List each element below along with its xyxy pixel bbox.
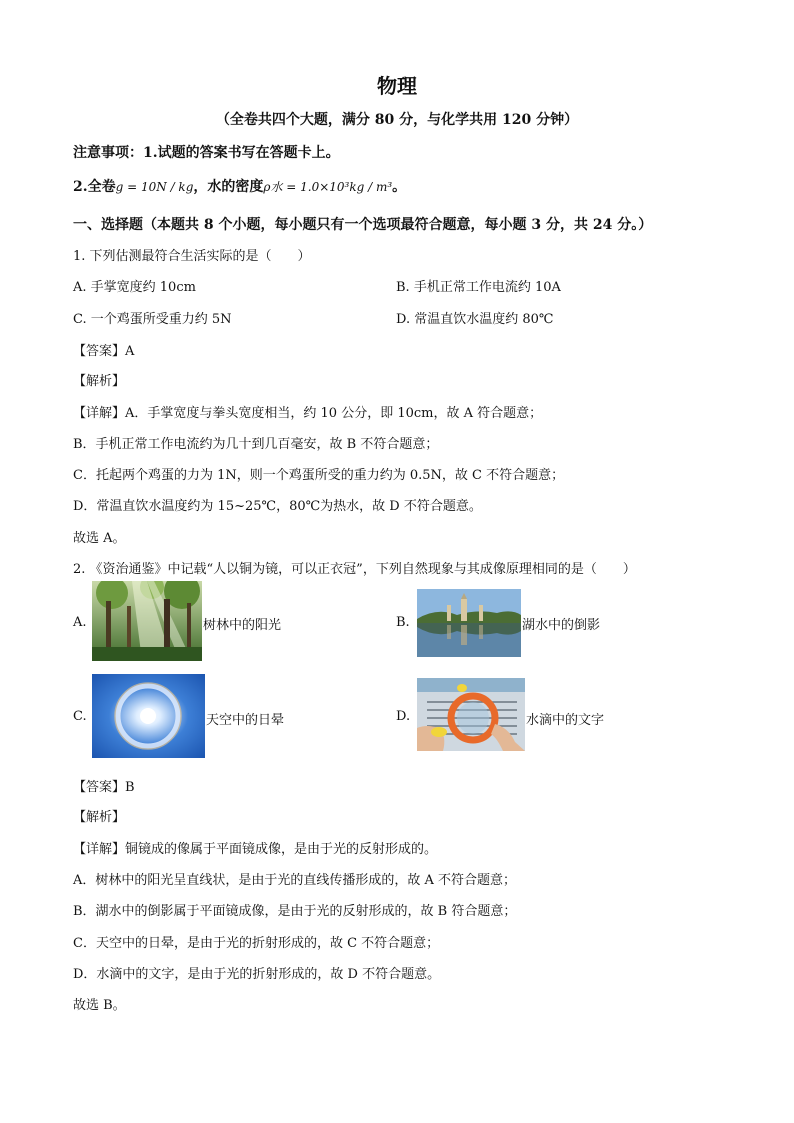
note-2-prefix: 2.全卷 <box>73 179 116 195</box>
q1-detail-1: 【详解】A．手掌宽度与拳头宽度相当，约 10 公分，即 10cm，故 A 符合题意； <box>73 406 543 421</box>
sun-halo-image <box>92 674 205 758</box>
q2-option-c-letter: C. <box>73 709 87 724</box>
q2-detail-4: D．水滴中的文字，是由于光的折射形成的，故 D 不符合题意。 <box>73 967 441 982</box>
q1-conclusion: 故选 A。 <box>73 531 126 546</box>
q1-detail-2: B．手机正常工作电流约为几十到几百毫安，故 B 不符合题意； <box>73 437 439 452</box>
q1-option-d: D. 常温直饮水温度约 80℃ <box>396 312 554 327</box>
section-heading: 一、选择题（本题共 8 个小题，每小题只有一个选项最符合题意，每小题 3 分，共 24 分。） <box>73 217 653 233</box>
q2-stem: 2. 《资治通鉴》中记载“人以铜为镜，可以正衣冠”，下列自然现象与其成像原理相同的是（ ） <box>73 562 636 577</box>
q2-option-b-letter: B. <box>396 615 410 630</box>
note-2 <box>73 176 406 196</box>
q2-analysis-label: 【解析】 <box>73 810 126 825</box>
page-subtitle: （全卷共四个大题，满分 80 分，与化学共用 120 分钟） <box>215 112 579 128</box>
q1-detail-3: C．托起两个鸡蛋的力为 1N，则一个鸡蛋所受的重力约为 0.5N，故 C 不符合题意； <box>73 468 565 483</box>
q2-answer: 【答案】B <box>73 780 135 795</box>
gravity-formula: g = 10N / kg <box>115 180 194 194</box>
q2-detail-2: B．湖水中的倒影属于平面镜成像，是由于光的反射形成的，故 B 符合题意； <box>73 904 517 919</box>
q1-option-b: B. 手机正常工作电流约 10A <box>396 280 561 295</box>
density-formula: ρ水 = 1.0×10³kg / m³ <box>263 180 393 194</box>
q1-analysis-label: 【解析】 <box>73 374 126 389</box>
q1-stem: 1. 下列估测最符合生活实际的是（ ） <box>73 249 311 264</box>
q2-option-a-letter: A. <box>73 615 87 630</box>
q1-detail-4: D．常温直饮水温度约为 15~25℃，80℃为热水，故 D 不符合题意。 <box>73 499 482 514</box>
q2-option-d-letter: D. <box>396 709 411 724</box>
q2-detail-0: 【详解】铜镜成的像属于平面镜成像，是由于光的反射形成的。 <box>73 842 438 857</box>
lake-reflection-image <box>417 589 521 657</box>
q2-detail-3: C．天空中的日晕，是由于光的折射形成的，故 C 不符合题意； <box>73 936 440 951</box>
q2-option-a-text: 树林中的阳光 <box>203 618 282 633</box>
q1-option-a: A. 手掌宽度约 10cm <box>73 280 196 295</box>
q2-conclusion: 故选 B。 <box>73 998 126 1013</box>
q2-detail-1: A．树林中的阳光呈直线状，是由于光的直线传播形成的，故 A 不符合题意； <box>73 873 517 888</box>
q1-option-c: C. 一个鸡蛋所受重力约 5N <box>73 312 232 327</box>
forest-sunlight-image <box>92 581 202 661</box>
q1-answer: 【答案】A <box>73 344 135 359</box>
page-title: 物理 <box>377 74 417 98</box>
note-1: 注意事项：1.试题的答案书写在答题卡上。 <box>73 145 340 161</box>
water-drop-text-image <box>417 678 525 751</box>
q2-option-d-text: 水滴中的文字 <box>526 713 605 728</box>
note-2-end: 。 <box>392 179 407 195</box>
q2-option-b-text: 湖水中的倒影 <box>522 618 601 633</box>
q2-option-c-text: 天空中的日晕 <box>206 713 285 728</box>
note-2-mid: ，水的密度 <box>193 179 264 195</box>
